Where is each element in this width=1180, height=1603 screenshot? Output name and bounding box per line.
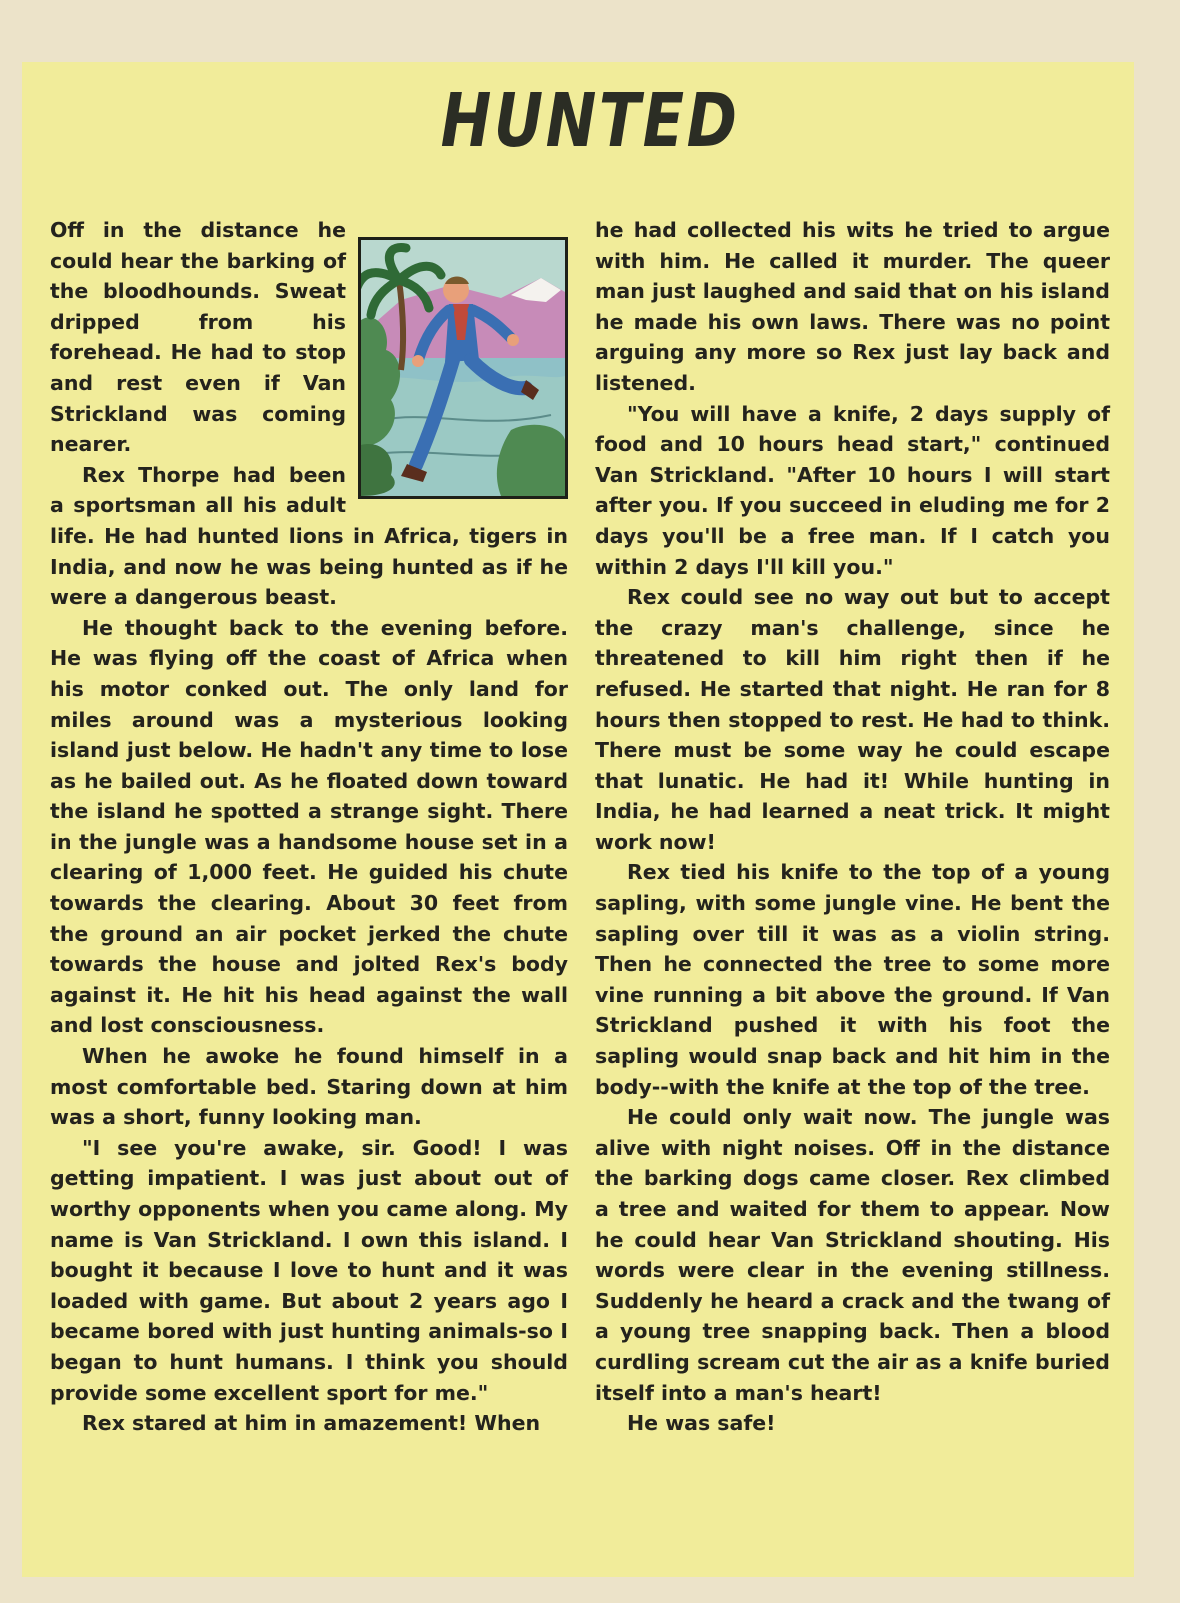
right-column [595,215,1110,1439]
paragraph: Rex tied his knife to the top of a young sapling, with some jungle vine. He bent the sapling over till it was as a violin string. Then he connected the tree to some more vine running a bit above the ground. If Van Strickland pushed it with his foot the sapling would snap back and hit him in the body--with the knife at the top of the tree. [595,860,1110,1099]
paragraph: He could only wait now. The jungle was alive with night noises. Off in the distance the barking dogs came closer. Rex climbed a tree and waited for them to appear. Now he could hear Van Strickland shouting. His words were clear in the evening stillness. Suddenly he heard a crack and the twang of a young tree snapping back. Then a blood curdling scream cut the air as a knife buried itself into a man's heart! [595,1105,1110,1405]
paragraph: He was safe! [627,1411,776,1436]
paragraph: He thought back to the evening before. He was flying off the coast of Africa when his motor conked out. The only land for miles around was a mysterious looking island just below. He hadn't any time to lose as he bailed out. As he floated down toward the island he spotted a strange sight. There in the jungle was a handsome house set in a clearing of 1,000 feet. He guided his chute towards the clearing. About 30 feet from the ground an air pocket jerked the chute towards the house and jolted Rex's body against it. He hit his head against the wall and lost consciousness. [50,615,568,1038]
left-column [50,215,568,1439]
paragraph: "You will have a knife, 2 days supply of food and 10 hours head start," continued Van Strickland. "After 10 hours I will start after you. If you succeed in eluding me for 2 days you'll be a free man. If I catch you within 2 days I'll kill you." [595,401,1110,579]
paragraph: he had collected his wits he tried to argue with him. He called it murder. The queer man just laughed and said that on his island he made his own laws. There was no point arguing any more so Rex just lay back and listened. [595,218,1110,395]
paragraph: Off in the distance he could hear the barking of the bloodhounds. Sweat dripped from his forehead. He had to stop and rest even if Van Strickland was coming nearer. [50,218,346,457]
paragraph: Rex Thorpe had been a sportsman all his adult life. He had hunted lions in Africa, tigers in India, and now he was being hunted as if he were a dangerous beast. [50,462,568,610]
paragraph: Rex could see no way out but to accept the crazy man's challenge, since he threatened to kill him right then if he refused. He started that night. He ran for 8 hours then stopped to rest. He had to think. There must be some way he could escape that lunatic. He had it! While hunting in India, he had learned a neat trick. It might work now! [595,585,1110,854]
paragraph: When he awoke he found himself in a most comfortable bed. Staring down at him was a short, funny looking man. [50,1044,568,1130]
running-man-illustration [358,237,568,499]
story-title: HUNTED [440,78,740,164]
paragraph: Rex stared at him in amazement! When [82,1411,541,1436]
paragraph: "I see you're awake, sir. Good! I was getting impatient. I was just about out of worthy opponents when you came along. My name is Van Strickland. I own this island. I bought it because I love to hunt and it was loaded with game. But about 2 years ago I became bored with just hunting animals-so I began to hunt humans. I think you should provide some excellent sport for me." [50,1135,568,1405]
